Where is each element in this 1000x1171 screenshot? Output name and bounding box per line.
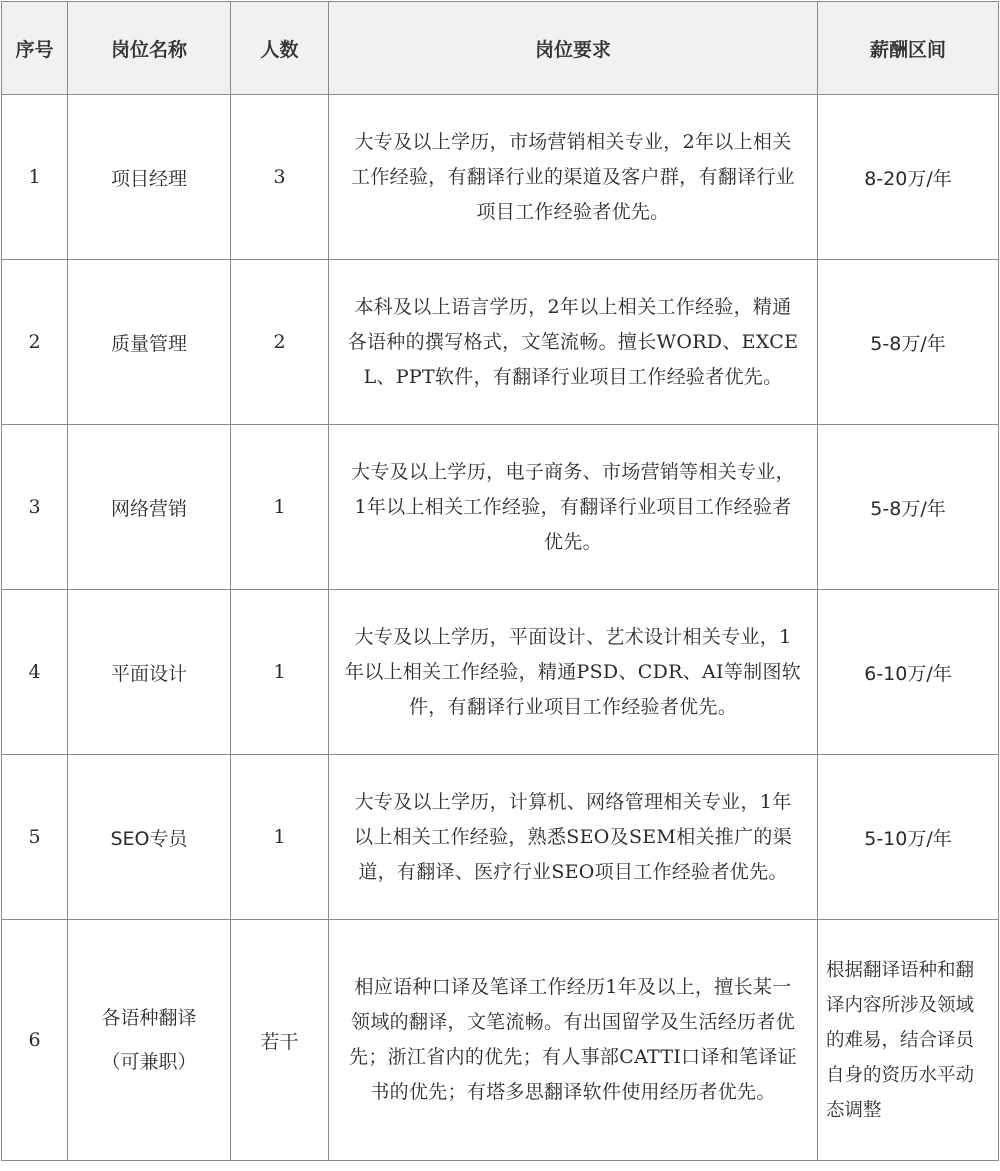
cell-index: 3	[2, 425, 68, 590]
table-row	[2, 590, 999, 755]
cell-count: 3	[231, 95, 329, 260]
position-name-line: 网络营销	[110, 497, 187, 520]
requirement-line: L、PPT软件，有翻译行业项目工作经验者优先。	[363, 365, 783, 388]
requirement-line: 1年以上相关工作经验，有翻译行业项目工作经验者	[354, 495, 792, 518]
cell-count: 2	[231, 260, 329, 425]
requirement-line: 道，有翻译、医疗行业SEO项目工作经验者优先。	[358, 860, 788, 883]
salary-line: 6-10万/年	[864, 662, 952, 685]
table-row	[2, 755, 999, 920]
cell-position-name	[68, 755, 231, 920]
header-count: 人数	[231, 2, 329, 95]
cell-index: 5	[2, 755, 68, 920]
cell-position-name	[68, 920, 231, 1161]
position-name-line: 项目经理	[110, 167, 187, 190]
requirement-line: 大专及以上学历，电子商务、市场营销等相关专业，	[351, 460, 795, 483]
salary-line: 5-8万/年	[870, 497, 946, 520]
cell-count: 1	[231, 590, 329, 755]
cell-salary	[818, 425, 999, 590]
requirement-line: 以上相关工作经验，熟悉SEO及SEM相关推广的渠	[353, 825, 792, 848]
requirement-line: 件，有翻译行业项目工作经验者优先。	[408, 695, 738, 718]
cell-index: 4	[2, 590, 68, 755]
cell-requirements	[329, 425, 818, 590]
header-position: 岗位名称	[68, 2, 231, 95]
requirement-line: 各语种的撰写格式，文笔流畅。擅长WORD、EXCE	[347, 330, 799, 353]
requirement-line: 相应语种口译及笔译工作经历1年及以上，擅长某一	[354, 976, 792, 998]
requirement-line: 大专及以上学历，平面设计、艺术设计相关专业，1	[354, 625, 792, 648]
cell-salary	[818, 260, 999, 425]
salary-line: 的难易，结合译员	[826, 1029, 975, 1051]
position-name-line: 质量管理	[110, 332, 187, 355]
requirement-line: 项目工作经验者优先。	[476, 200, 670, 223]
position-name-line: （可兼职）	[101, 1051, 197, 1073]
cell-index: 2	[2, 260, 68, 425]
cell-requirements	[329, 95, 818, 260]
position-name-line: SEO专员	[110, 827, 188, 850]
position-name-line: 平面设计	[110, 662, 187, 685]
salary-line: 8-20万/年	[864, 167, 952, 190]
header-salary: 薪酬区间	[818, 2, 999, 95]
requirement-line: 年以上相关工作经验，精通PSD、CDR、AI等制图软	[344, 660, 802, 683]
cell-salary	[818, 95, 999, 260]
requirement-line: 大专及以上学历，市场营销相关专业，2年以上相关	[354, 130, 792, 153]
table-row	[2, 425, 999, 590]
table-row	[2, 95, 999, 260]
cell-position-name	[68, 425, 231, 590]
cell-count: 若干	[231, 920, 329, 1161]
cell-position-name	[68, 95, 231, 260]
cell-requirements	[329, 755, 818, 920]
cell-salary	[818, 590, 999, 755]
salary-line: 根据翻译语种和翻	[826, 959, 975, 981]
requirement-line: 工作经验，有翻译行业的渠道及客户群，有翻译行业	[351, 165, 795, 188]
position-name-line: 各语种翻译	[101, 1007, 197, 1029]
header-requirements: 岗位要求	[329, 2, 818, 95]
salary-line: 译内容所涉及领域	[826, 994, 975, 1016]
cell-index: 6	[2, 920, 68, 1161]
requirement-line: 优先。	[544, 530, 602, 553]
salary-line: 5-8万/年	[870, 332, 946, 355]
cell-requirements	[329, 590, 818, 755]
table-row	[2, 920, 999, 1161]
requirement-line: 大专及以上学历，计算机、网络管理相关专业，1年	[354, 790, 792, 813]
cell-position-name	[68, 590, 231, 755]
requirement-line: 领域的翻译，文笔流畅。有出国留学及生活经历者优	[351, 1011, 795, 1033]
requirement-line: 本科及以上语言学历，2年以上相关工作经验，精通	[354, 295, 792, 318]
table-row	[2, 260, 999, 425]
cell-requirements	[329, 920, 818, 1161]
cell-requirements	[329, 260, 818, 425]
cell-salary	[818, 755, 999, 920]
cell-position-name	[68, 260, 231, 425]
cell-salary	[818, 920, 999, 1161]
cell-count: 1	[231, 425, 329, 590]
salary-line: 态调整	[826, 1099, 882, 1121]
cell-count: 1	[231, 755, 329, 920]
header-row	[2, 2, 999, 95]
salary-line: 5-10万/年	[864, 827, 952, 850]
requirement-line: 书的优先；有塔多思翻译软件使用经历者优先。	[370, 1081, 776, 1103]
header-index: 序号	[2, 2, 68, 95]
salary-line: 自身的资历水平动	[826, 1064, 975, 1086]
job-table	[1, 1, 999, 1161]
cell-index: 1	[2, 95, 68, 260]
requirement-line: 先；浙江省内的优先；有人事部CATTI口译和笔译证	[349, 1046, 797, 1068]
